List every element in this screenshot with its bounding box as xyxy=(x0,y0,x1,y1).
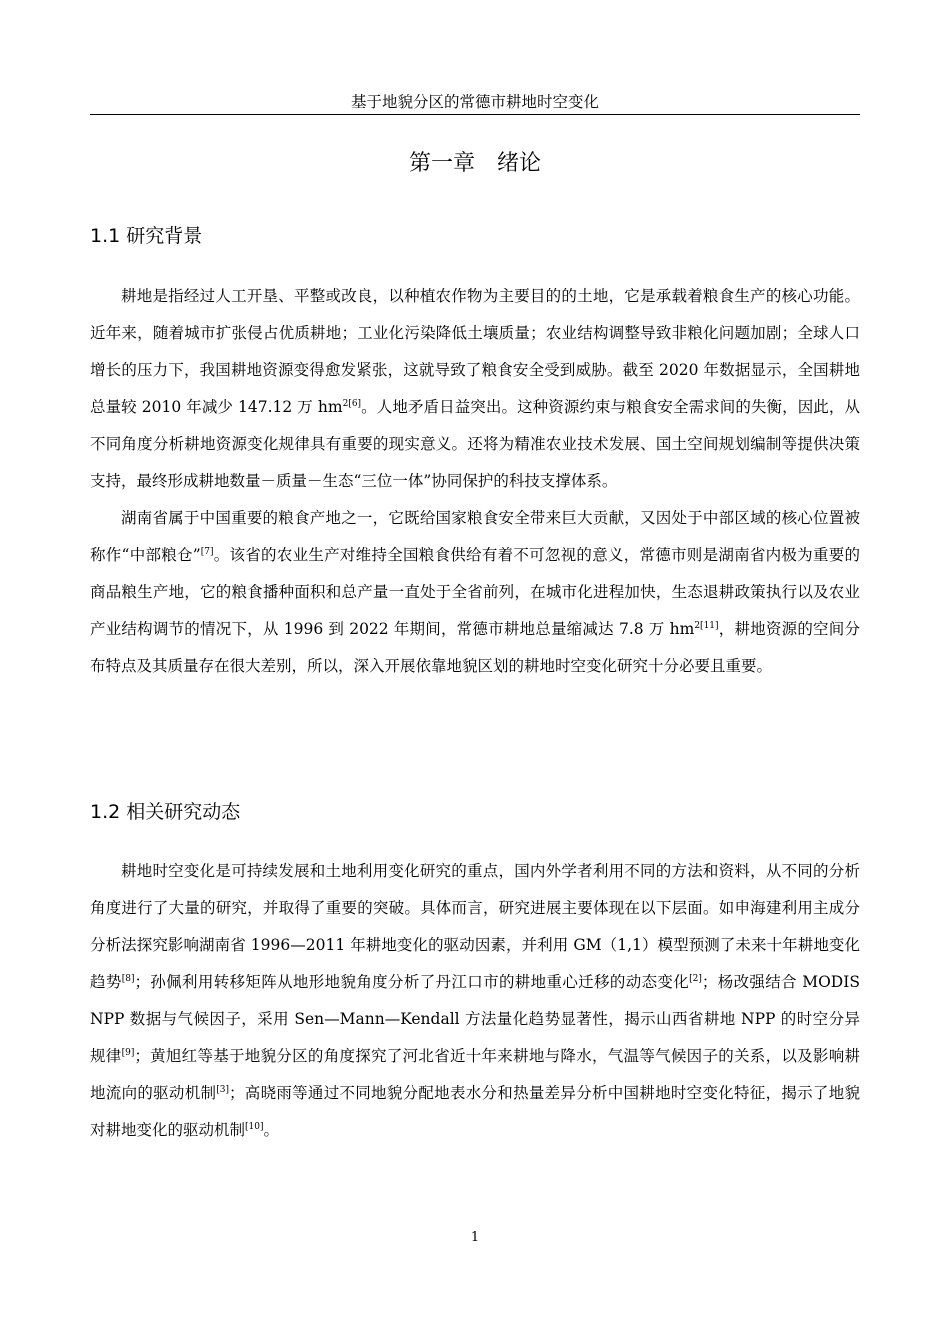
citation: 2[6] xyxy=(342,398,362,409)
chapter-title: 第一章 绪论 xyxy=(408,151,541,176)
citation: [7] xyxy=(200,546,214,557)
paragraph xyxy=(90,853,860,1149)
section-heading-1-2: 1.2 相关研究动态 xyxy=(90,801,241,823)
text-run: ；黄旭红等基于地貌分区的角度探究了河北省近十年来耕地与降水，气温等气候因子的关系，以及影响耕地流向的驱动机制 xyxy=(90,1047,860,1102)
citation: [2] xyxy=(689,973,702,984)
running-header: 基于地貌分区的常德市耕地时空变化 xyxy=(350,93,599,111)
text-run: 。人地矛盾日益突出。这种资源约束与粮食安全需求间的失衡，因此，从不同角度分析耕地资源变化规律具有重要的现实意义。还将为精准农业技术发展、国土空间规划编制等提供决策支持，最终形成耕地数量－质量－生态“三位一体”协同保护的科技支撑体系。 xyxy=(90,398,860,490)
text-run: 。 xyxy=(263,1121,280,1139)
citation: [10] xyxy=(245,1121,264,1132)
header-divider xyxy=(90,114,860,115)
paragraph xyxy=(90,500,860,685)
citation: [3] xyxy=(216,1084,230,1095)
citation: 2[11] xyxy=(694,620,719,631)
text-run: 。该省的农业生产对维持全国粮食供给有着不可忽视的意义，常德市则是湖南省内极为重要的商品粮生产地，它的粮食播种面积和总产量一直处于全省前列，在城市化进程加快，生态退耕政策执行以及农业产业结构调节的情况下，从 1996 到 2022 年期间，常德市耕地总量缩减达 7.8 万 hm xyxy=(90,546,860,638)
page-number: 1 xyxy=(470,1230,480,1245)
section-heading-1-1: 1.1 研究背景 xyxy=(90,225,203,247)
text-run: ，耕地资源的空间分布特点及其质量存在很大差别，所以，深入开展依靠地貌区划的耕地时空变化研究十分必要且重要。 xyxy=(90,620,860,675)
text-run: ；高晓雨等通过不同地貌分配地表水分和热量差异分析中国耕地时空变化特征，揭示了地貌对耕地变化的驱动机制 xyxy=(90,1084,860,1139)
citation: [8] xyxy=(121,973,135,984)
text-run: ；孙佩利用转移矩阵从地形地貌角度分析了丹江口市的耕地重心迁移的动态变化 xyxy=(134,973,690,991)
text-run: 湖南省属于中国重要的粮食产地之一，它既给国家粮食安全带来巨大贡献，又因处于中部区域的核心位置被称作“中部粮仓” xyxy=(90,509,860,564)
text-run: 耕地是指经过人工开垦、平整或改良，以种植农作物为主要目的的土地，它是承载着粮食生产的核心功能。近年来，随着城市扩张侵占优质耕地；工业化污染降低土壤质量；农业结构调整导致非粮化问题加剧；全球人口增长的压力下，我国耕地资源变得愈发紧张，这就导致了粮食安全受到威胁。截至 2020 年数据显示，全国耕地总量较 2010 年减少 147.12 万 hm xyxy=(90,287,860,416)
text-run: ；杨改强结合 MODIS NPP 数据与气候因子，采用 Sen—Mann—Kendall 方法量化趋势显著性，揭示山西省耕地 NPP 的时空分异规律 xyxy=(90,973,860,1065)
paragraph xyxy=(90,278,860,500)
section-1-2-body xyxy=(90,853,860,1149)
citation: [9] xyxy=(121,1047,135,1058)
text-run: 耕地时空变化是可持续发展和土地利用变化研究的重点，国内外学者利用不同的方法和资料，从不同的分析角度进行了大量的研究，并取得了重要的突破。具体而言，研究进展主要体现在以下层面。如申海建利用主成分分析法探究影响湖南省 1996—2011 年耕地变化的驱动因素，并利用 GM（1,1）模型预测了未来十年耕地变化趋势 xyxy=(90,862,860,991)
section-1-1-body xyxy=(90,278,860,685)
